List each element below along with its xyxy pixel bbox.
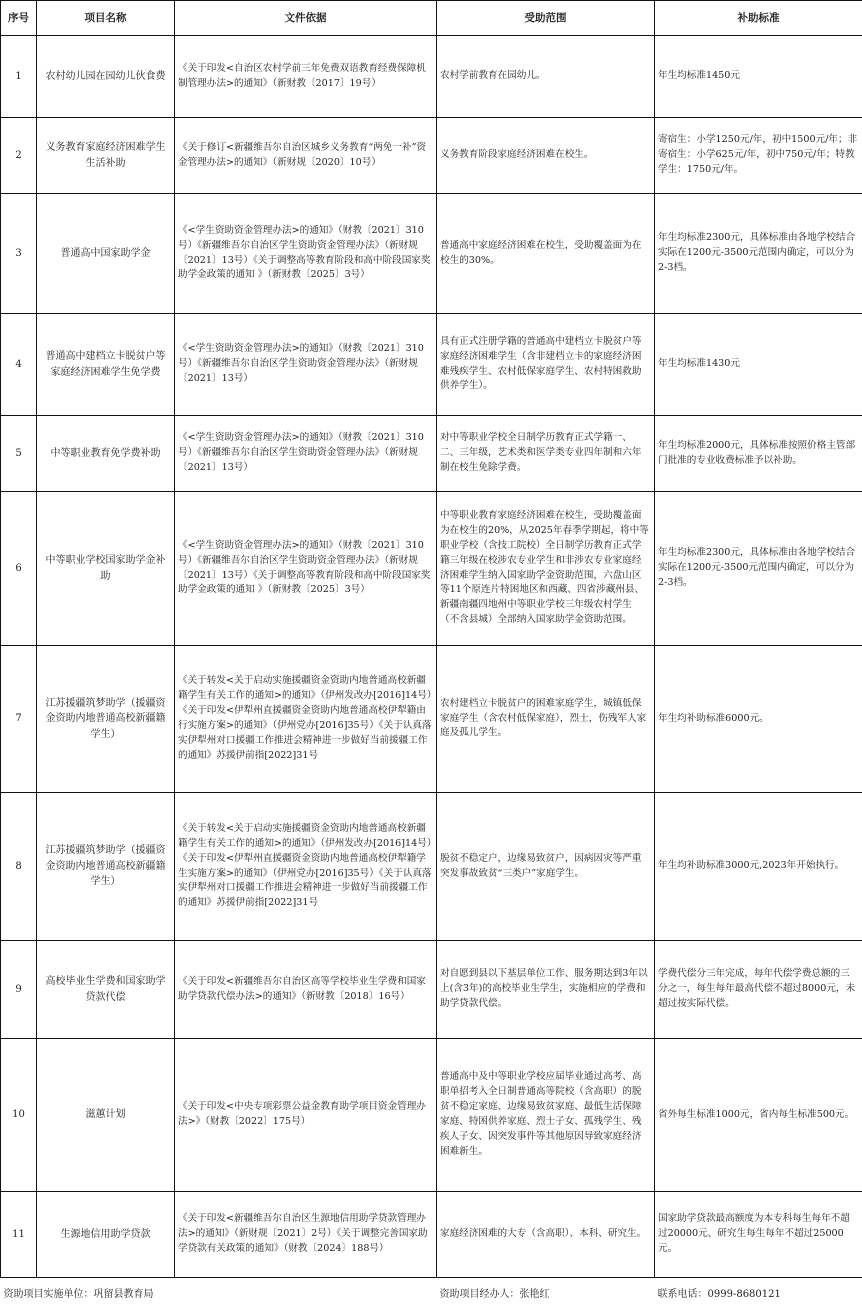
subsidy-standard: 年生均补助标准3000元,2023年开始执行。 <box>655 793 862 941</box>
project-name: 生源地信用助学贷款 <box>37 1192 175 1278</box>
table-row <box>1 194 862 314</box>
aid-scope: 具有正式注册学籍的普通高中建档立卡脱贫户等家庭经济困难学生（含非建档立卡的家庭经济困难残疾学生、农村低保家庭学生、农村特困救助供养学生）。 <box>437 314 655 416</box>
aid-scope: 脱贫不稳定户，边缘易致贫户，因病因灾等严重突发事故致贫“三类户”家庭学生。 <box>437 793 655 941</box>
header-project-name: 项目名称 <box>37 1 175 36</box>
document-basis: 《关于印发<新疆维吾尔自治区高等学校毕业生学费和国家助学贷款代偿办法>的通知》（新财教〔2018〕16号） <box>175 941 437 1039</box>
document-basis: 《关于修订<新疆维吾尔自治区城乡义务教育“两免一补”资金管理办法>的通知》（新财规〔2020〕10号） <box>175 118 437 194</box>
table-row <box>1 793 862 941</box>
aid-scope: 中等职业教育家庭经济困难在校生，受助覆盖面为在校生的20%，从2025年春季学期起，将中等职业学校（含技工院校）全日制学历教育正式学籍三年级在校涉农专业学生和非涉农专业家庭经济困难学生纳入国家助学金资助范围，六盘山区等11个原连片特困地区和西藏、四省涉藏州县、新疆南疆四地州中等职业学校三年级农村学生（不含县城）全部纳入国家助学金资助范围。 <box>437 492 655 646</box>
subsidy-standard: 年生均标准2300元，具体标准由各地学校结合实际在1200元-3500元范围内确定，可以分为2-3档。 <box>655 194 862 314</box>
subsidy-standard: 省外每生标准1000元，省内每生标准500元。 <box>655 1039 862 1192</box>
document-basis: 《关于转发<关于启动实施援疆资金资助内地普通高校新疆籍学生有关工作的通知>的通知》（伊州发改办[2016]14号）《关于印发<伊犁州直援疆资金资助内地普通高校伊犁籍由行实施方案>的通知》（伊州党办[2016]35号）《关于认真落实伊犁州对口援疆工作推进会精神进一步做好当前援疆工作的通知》苏援伊前指[2022]31号 <box>175 646 437 793</box>
document-basis: 《<学生资助资金管理办法>的通知》（财教〔2021〕310号）《新疆维吾尔自治区学生资助资金管理办法》（新财规〔2021〕13号） <box>175 314 437 416</box>
header-document-basis: 文件依据 <box>175 1 437 36</box>
row-number: 2 <box>1 118 37 194</box>
project-name: 普通高中国家助学金 <box>37 194 175 314</box>
footer-handler: 资助项目经办人：张艳红 <box>437 1278 655 1313</box>
document-basis: 《<学生资助资金管理办法>的通知》（财教〔2021〕310号）《新疆维吾尔自治区学生资助资金管理办法》（新财规〔2021〕13号）《关于调整高等教育阶段和高中阶段国家奖助学金政策的通知 》（新财教〔2025〕3号） <box>175 194 437 314</box>
row-number: 10 <box>1 1039 37 1192</box>
project-name: 滋蕙计划 <box>37 1039 175 1192</box>
project-name: 普通高中建档立卡脱贫户等家庭经济困难学生免学费 <box>37 314 175 416</box>
project-name: 江苏援疆筑梦助学（援疆资金资助内地普通高校新疆籍学生） <box>37 646 175 793</box>
row-number: 5 <box>1 416 37 492</box>
aid-scope: 对自愿到县以下基层单位工作、服务期达到3年以上(含3年)的高校毕业生学生，实施相应的学费和助学贷款代偿。 <box>437 941 655 1039</box>
project-name: 高校毕业生学费和国家助学贷款代偿 <box>37 941 175 1039</box>
table-row <box>1 118 862 194</box>
aid-scope: 普通高中及中等职业学校应届毕业通过高考、高职单招考入全日制普通高等院校（含高职）的脱贫不稳定家庭、边缘易致贫家庭、最低生活保障家庭、特困供养家庭、烈士子女、孤残学生、残疾人子女、因突发事件等其他原因导致家庭经济困难新生。 <box>437 1039 655 1192</box>
table-header-row <box>1 1 862 36</box>
header-aid-scope: 受助范围 <box>437 1 655 36</box>
aid-scope: 普通高中家庭经济困难在校生，受助覆盖面为在校生的30%。 <box>437 194 655 314</box>
table-row <box>1 314 862 416</box>
aid-scope: 家庭经济困难的大专（含高职）、本科、研究生。 <box>437 1192 655 1278</box>
row-number: 8 <box>1 793 37 941</box>
row-number: 4 <box>1 314 37 416</box>
document-basis: 《<学生资助资金管理办法>的通知》（财教〔2021〕310号）《新疆维吾尔自治区学生资助资金管理办法》（新财规〔2021〕13号）《关于调整高等教育阶段和高中阶段国家奖助学金政策的通知 》（新财教〔2025〕3号） <box>175 492 437 646</box>
project-name: 中等职业学校国家助学金补助 <box>37 492 175 646</box>
row-number: 11 <box>1 1192 37 1278</box>
table-row <box>1 646 862 793</box>
table-row <box>1 1039 862 1192</box>
row-number: 9 <box>1 941 37 1039</box>
document-basis: 《关于转发<关于启动实施援疆资金资助内地普通高校新疆籍学生有关工作的通知>的通知》（伊州发改办[2016]14号）《关于印发<伊犁州直援疆资金资助内地普通高校伊犁籍学生实施方案>的通知》（伊州党办[2016]35号）《关于认真落实伊犁州对口援疆工作推进会精神进一步做好当前援疆工作的通知》苏援伊前指[2022]31号 <box>175 793 437 941</box>
row-number: 7 <box>1 646 37 793</box>
row-number: 1 <box>1 36 37 118</box>
project-name: 江苏援疆筑梦助学（援疆资金资助内地普通高校新疆籍学生） <box>37 793 175 941</box>
aid-scope: 农村建档立卡脱贫户的困难家庭学生，城镇低保家庭学生（含农村低保家庭），烈士，伤残军人家庭及孤儿学生。 <box>437 646 655 793</box>
row-number: 3 <box>1 194 37 314</box>
subsidy-standard: 国家助学贷款最高额度为本专科每生每年不超过20000元、研究生每生每年不超过25000元。 <box>655 1192 862 1278</box>
table-row <box>1 1192 862 1278</box>
subsidy-standard: 年生均标准1430元 <box>655 314 862 416</box>
row-number: 6 <box>1 492 37 646</box>
subsidy-standard: 年生均标准2000元，具体标准按照价格主管部门批准的专业收费标准予以补助。 <box>655 416 862 492</box>
project-name: 义务教育家庭经济困难学生生活补助 <box>37 118 175 194</box>
subsidy-standard: 年生均标准2300元，具体标准由各地学校结合实际在1200元-3500元范围内确定，可以分为2-3档。 <box>655 492 862 646</box>
document-basis: 《<学生资助资金管理办法>的通知》（财教〔2021〕310号）《新疆维吾尔自治区学生资助资金管理办法》（新财规〔2021〕13号） <box>175 416 437 492</box>
aid-scope: 对中等职业学校全日制学历教育正式学籍一、二、三年级，艺术类和医学类专业四年制和六年制在校生免除学费。 <box>437 416 655 492</box>
aid-scope: 农村学前教育在园幼儿。 <box>437 36 655 118</box>
document-basis: 《关于印发<新疆维吾尔自治区生源地信用助学贷款管理办法>的通知》（新财规〔2021〕2号）《关于调整完善国家助学贷款有关政策的通知》（财教〔2024〕188号） <box>175 1192 437 1278</box>
table-row <box>1 416 862 492</box>
table-row <box>1 941 862 1039</box>
header-subsidy-standard: 补助标准 <box>655 1 862 36</box>
footer-unit: 资助项目实施单位：巩留县教育局 <box>1 1278 437 1313</box>
project-name: 中等职业教育免学费补助 <box>37 416 175 492</box>
footer-phone: 联系电话：0999-8680121 <box>655 1278 862 1313</box>
document-basis: 《关于印发<中央专项彩票公益金教育助学项目资金管理办法>》（财教〔2022〕175号） <box>175 1039 437 1192</box>
table-row <box>1 492 862 646</box>
subsidy-standard: 寄宿生：小学1250元/年，初中1500元/年；非寄宿生：小学625元/年，初中750元/年；特教学生：1750元/年。 <box>655 118 862 194</box>
subsidy-standard: 年生均补助标准6000元。 <box>655 646 862 793</box>
document-basis: 《关于印发<自治区农村学前三年免费双语教育经费保障机制管理办法>的通知》（新财教〔2017〕19号） <box>175 36 437 118</box>
footer-row <box>1 1278 862 1313</box>
aid-scope: 义务教育阶段家庭经济困难在校生。 <box>437 118 655 194</box>
subsidy-standard: 学费代偿分三年完成，每年代偿学费总额的三分之一，每生每年最高代偿不超过8000元，未超过按实际代偿。 <box>655 941 862 1039</box>
table-row <box>1 36 862 118</box>
subsidy-standard: 年生均标准1450元 <box>655 36 862 118</box>
project-name: 农村幼儿园在园幼儿伙食费 <box>37 36 175 118</box>
header-no: 序号 <box>1 1 37 36</box>
